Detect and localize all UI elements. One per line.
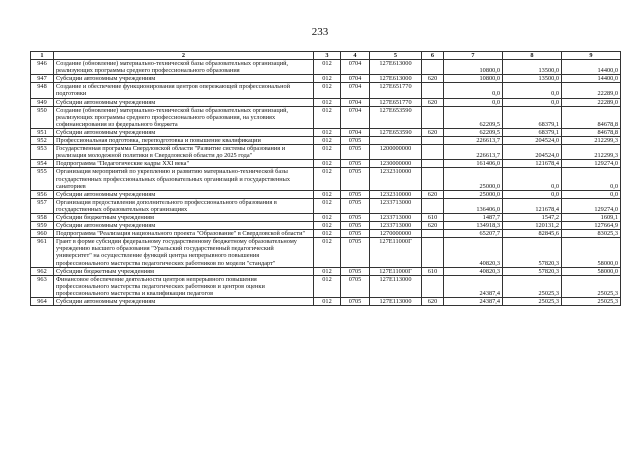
expense-type-code-cell [422, 83, 444, 98]
expense-type-code-cell [422, 168, 444, 190]
table-row [31, 267, 621, 275]
expense-type-code-cell [422, 137, 444, 145]
table-row [31, 60, 621, 75]
item-name-cell: Субсидии автономным учреждениям [54, 298, 314, 306]
item-name-cell: Субсидии автономным учреждениям [54, 98, 314, 106]
target-article-code-cell: 1232310000 [370, 190, 422, 198]
row-number-cell: 948 [31, 83, 54, 98]
table-row [31, 298, 621, 306]
row-number-cell: 952 [31, 137, 54, 145]
amount-col8-cell: 57820,3 [503, 238, 562, 267]
amount-col7-cell: 10800,0 [444, 60, 503, 75]
amount-col7-cell: 136406,0 [444, 198, 503, 213]
expense-type-code-cell [422, 230, 444, 238]
expense-type-code-cell [422, 106, 444, 128]
header-cell: 1 [31, 52, 54, 60]
amount-col9-cell: 0,0 [562, 168, 621, 190]
amount-col8-cell: 25025,3 [503, 275, 562, 297]
dept-code-cell: 012 [314, 190, 341, 198]
table-row [31, 145, 621, 160]
expense-type-code-cell [422, 145, 444, 160]
row-number-cell: 956 [31, 190, 54, 198]
row-number-cell: 960 [31, 230, 54, 238]
row-number-cell: 951 [31, 128, 54, 136]
target-article-code-cell: 127Е113000 [370, 275, 422, 297]
target-article-code-cell: 1270000000 [370, 230, 422, 238]
amount-col9-cell: 22289,0 [562, 98, 621, 106]
amount-col7-cell: 40820,3 [444, 238, 503, 267]
target-article-code-cell: 1233713000 [370, 213, 422, 221]
amount-col9-cell: 22289,0 [562, 83, 621, 98]
amount-col7-cell: 0,0 [444, 98, 503, 106]
amount-col8-cell: 82845,6 [503, 230, 562, 238]
target-article-code-cell: 1233713000 [370, 198, 422, 213]
amount-col9-cell: 0,0 [562, 190, 621, 198]
target-article-code-cell: 1200000000 [370, 145, 422, 160]
row-number-cell: 947 [31, 75, 54, 83]
amount-col7-cell: 226613,7 [444, 137, 503, 145]
dept-code-cell: 012 [314, 83, 341, 98]
item-name-cell: Организация предоставления дополнительного профессионального образования в государственных образовательных организациях [54, 198, 314, 213]
row-number-cell: 954 [31, 160, 54, 168]
target-article-code-cell: 1233713000 [370, 222, 422, 230]
amount-col7-cell: 0,0 [444, 83, 503, 98]
section-code-cell: 0705 [341, 160, 370, 168]
dept-code-cell: 012 [314, 60, 341, 75]
amount-col9-cell: 127664,9 [562, 222, 621, 230]
section-code-cell: 0704 [341, 75, 370, 83]
section-code-cell: 0705 [341, 137, 370, 145]
amount-col7-cell: 24387,4 [444, 298, 503, 306]
section-code-cell: 0705 [341, 230, 370, 238]
amount-col7-cell: 1487,7 [444, 213, 503, 221]
dept-code-cell: 012 [314, 160, 341, 168]
table-row [31, 230, 621, 238]
item-name-cell: Субсидии автономным учреждениям [54, 128, 314, 136]
dept-code-cell: 012 [314, 137, 341, 145]
amount-col8-cell: 57820,3 [503, 267, 562, 275]
table-row [31, 275, 621, 297]
header-cell: 4 [341, 52, 370, 60]
amount-col8-cell: 204524,0 [503, 137, 562, 145]
section-code-cell: 0705 [341, 275, 370, 297]
table-row [31, 213, 621, 221]
amount-col7-cell: 25000,0 [444, 168, 503, 190]
row-number-cell: 949 [31, 98, 54, 106]
amount-col9-cell: 84678,8 [562, 106, 621, 128]
section-code-cell: 0705 [341, 168, 370, 190]
expense-type-code-cell [422, 160, 444, 168]
row-number-cell: 958 [31, 213, 54, 221]
expense-type-code-cell [422, 275, 444, 297]
item-name-cell: Субсидии бюджетным учреждениям [54, 267, 314, 275]
amount-col7-cell: 24387,4 [444, 275, 503, 297]
header-cell: 8 [503, 52, 562, 60]
item-name-cell: Финансовое обеспечение деятельности центров непрерывного повышения профессионального мастерства педагогических работников и центров оценки профессионального мастерства и квалификации педагогов [54, 275, 314, 297]
row-number-cell: 962 [31, 267, 54, 275]
amount-col9-cell: 58000,0 [562, 238, 621, 267]
table-row [31, 222, 621, 230]
expense-type-code-cell: 620 [422, 98, 444, 106]
row-number-cell: 950 [31, 106, 54, 128]
amount-col7-cell: 134918,3 [444, 222, 503, 230]
item-name-cell: Профессиональная подготовка, переподготовка и повышение квалификации [54, 137, 314, 145]
section-code-cell: 0705 [341, 213, 370, 221]
target-article-code-cell: 127Е113000 [370, 298, 422, 306]
row-number-cell: 959 [31, 222, 54, 230]
expense-type-code-cell: 610 [422, 213, 444, 221]
item-name-cell: Субсидии бюджетным учреждениям [54, 213, 314, 221]
dept-code-cell: 012 [314, 267, 341, 275]
table-row [31, 160, 621, 168]
target-article-code-cell: 1230000000 [370, 160, 422, 168]
dept-code-cell: 012 [314, 222, 341, 230]
expense-type-code-cell: 620 [422, 75, 444, 83]
table-row [31, 128, 621, 136]
row-number-cell: 955 [31, 168, 54, 190]
amount-col9-cell: 212299,3 [562, 137, 621, 145]
amount-col8-cell: 13500,0 [503, 60, 562, 75]
expense-type-code-cell [422, 198, 444, 213]
expense-type-code-cell: 620 [422, 190, 444, 198]
item-name-cell: Субсидии автономным учреждениям [54, 190, 314, 198]
expense-type-code-cell: 620 [422, 128, 444, 136]
row-number-cell: 963 [31, 275, 54, 297]
amount-col7-cell: 25000,0 [444, 190, 503, 198]
budget-table [30, 51, 621, 306]
dept-code-cell: 012 [314, 106, 341, 128]
row-number-cell: 961 [31, 238, 54, 267]
section-code-cell: 0704 [341, 83, 370, 98]
amount-col9-cell: 212299,3 [562, 145, 621, 160]
amount-col9-cell: 84678,8 [562, 128, 621, 136]
dept-code-cell: 012 [314, 98, 341, 106]
section-code-cell: 0705 [341, 238, 370, 267]
section-code-cell: 0705 [341, 222, 370, 230]
amount-col8-cell: 68379,1 [503, 106, 562, 128]
amount-col8-cell: 204524,0 [503, 145, 562, 160]
amount-col8-cell: 0,0 [503, 168, 562, 190]
amount-col9-cell: 129274,0 [562, 160, 621, 168]
amount-col7-cell: 65207,7 [444, 230, 503, 238]
amount-col9-cell: 83025,3 [562, 230, 621, 238]
amount-col9-cell: 25025,3 [562, 275, 621, 297]
item-name-cell: Создание и обеспечение функционирования центров опережающей профессиональной подготовки [54, 83, 314, 98]
dept-code-cell: 012 [314, 75, 341, 83]
amount-col9-cell: 25025,3 [562, 298, 621, 306]
section-code-cell: 0704 [341, 98, 370, 106]
expense-type-code-cell [422, 60, 444, 75]
amount-col7-cell: 226613,7 [444, 145, 503, 160]
amount-col9-cell: 58000,0 [562, 267, 621, 275]
dept-code-cell: 012 [314, 275, 341, 297]
row-number-cell: 957 [31, 198, 54, 213]
section-code-cell: 0704 [341, 106, 370, 128]
dept-code-cell: 012 [314, 230, 341, 238]
amount-col8-cell: 1547,2 [503, 213, 562, 221]
target-article-code-cell: 127Е613000 [370, 60, 422, 75]
item-name-cell: Субсидии автономным учреждениям [54, 75, 314, 83]
target-article-code-cell: 127Е651770 [370, 98, 422, 106]
amount-col9-cell: 129274,0 [562, 198, 621, 213]
amount-col8-cell: 68379,1 [503, 128, 562, 136]
page-number: 233 [311, 26, 329, 38]
expense-type-code-cell: 620 [422, 222, 444, 230]
item-name-cell: Государственная программа Свердловской области "Развитие системы образования и реализация молодежной политики в Свердловской области до 2025 года" [54, 145, 314, 160]
section-code-cell: 0704 [341, 128, 370, 136]
header-cell: 6 [422, 52, 444, 60]
amount-col9-cell: 14400,0 [562, 60, 621, 75]
target-article-code-cell: 127Е613000 [370, 75, 422, 83]
section-code-cell: 0705 [341, 267, 370, 275]
amount-col7-cell: 40820,3 [444, 267, 503, 275]
target-article-code-cell: 127Е651770 [370, 83, 422, 98]
amount-col8-cell: 121678,4 [503, 198, 562, 213]
table-row [31, 198, 621, 213]
expense-type-code-cell: 610 [422, 267, 444, 275]
header-cell: 9 [562, 52, 621, 60]
table-row [31, 83, 621, 98]
expense-type-code-cell [422, 238, 444, 267]
table-row [31, 238, 621, 267]
dept-code-cell: 012 [314, 298, 341, 306]
item-name-cell: Грант в форме субсидии федеральному государственному бюджетному образовательному учреждению высшего образования "Уральский государственный педагогический университет" на осуществление функций центра непрерывного повышения профессионального мастерства педагогических работников по модели "стандарт" [54, 238, 314, 267]
amount-col8-cell: 0,0 [503, 190, 562, 198]
target-article-code-cell: 127Е653590 [370, 106, 422, 128]
table-row [31, 75, 621, 83]
row-number-cell: 964 [31, 298, 54, 306]
header-cell: 2 [54, 52, 314, 60]
amount-col8-cell: 0,0 [503, 98, 562, 106]
amount-col8-cell: 120131,2 [503, 222, 562, 230]
amount-col8-cell: 121678,4 [503, 160, 562, 168]
item-name-cell: Создание (обновление) материально-технической базы образовательных организаций, реализующих программы среднего профессионального образования, на условиях софинансирования из федерального бюджета [54, 106, 314, 128]
amount-col7-cell: 161406,0 [444, 160, 503, 168]
section-code-cell: 0705 [341, 298, 370, 306]
expense-type-code-cell: 620 [422, 298, 444, 306]
target-article-code-cell: 127Е11000Г [370, 238, 422, 267]
amount-col8-cell: 0,0 [503, 83, 562, 98]
target-article-code-cell: 127Е11000Г [370, 267, 422, 275]
amount-col7-cell: 62209,5 [444, 106, 503, 128]
amount-col9-cell: 1609,1 [562, 213, 621, 221]
dept-code-cell: 012 [314, 145, 341, 160]
item-name-cell: Подпрограмма "Педагогические кадры XXI века" [54, 160, 314, 168]
table-row [31, 106, 621, 128]
header-cell: 5 [370, 52, 422, 60]
row-number-cell: 953 [31, 145, 54, 160]
dept-code-cell: 012 [314, 168, 341, 190]
dept-code-cell: 012 [314, 128, 341, 136]
header-cell: 3 [314, 52, 341, 60]
table-row [31, 98, 621, 106]
section-code-cell: 0705 [341, 198, 370, 213]
item-name-cell: Подпрограмма "Реализация национального проекта "Образование" в Свердловской области" [54, 230, 314, 238]
section-code-cell: 0704 [341, 60, 370, 75]
dept-code-cell: 012 [314, 198, 341, 213]
target-article-code-cell [370, 137, 422, 145]
target-article-code-cell: 1232310000 [370, 168, 422, 190]
section-code-cell: 0705 [341, 190, 370, 198]
table-row [31, 168, 621, 190]
table-row [31, 190, 621, 198]
amount-col7-cell: 62209,5 [444, 128, 503, 136]
header-row [31, 52, 621, 60]
item-name-cell: Организация мероприятий по укреплению и развитию материально-технической базы государственных профессиональных образовательных организаций и государственных санаториев [54, 168, 314, 190]
amount-col9-cell: 14400,0 [562, 75, 621, 83]
dept-code-cell: 012 [314, 213, 341, 221]
amount-col7-cell: 10800,0 [444, 75, 503, 83]
section-code-cell: 0705 [341, 145, 370, 160]
amount-col8-cell: 25025,3 [503, 298, 562, 306]
dept-code-cell: 012 [314, 238, 341, 267]
row-number-cell: 946 [31, 60, 54, 75]
header-cell: 7 [444, 52, 503, 60]
amount-col8-cell: 13500,0 [503, 75, 562, 83]
target-article-code-cell: 127Е653590 [370, 128, 422, 136]
item-name-cell: Создание (обновление) материально-технической базы образовательных организаций, реализующих программы среднего профессионального образования [54, 60, 314, 75]
item-name-cell: Субсидии автономным учреждениям [54, 222, 314, 230]
table-row [31, 137, 621, 145]
